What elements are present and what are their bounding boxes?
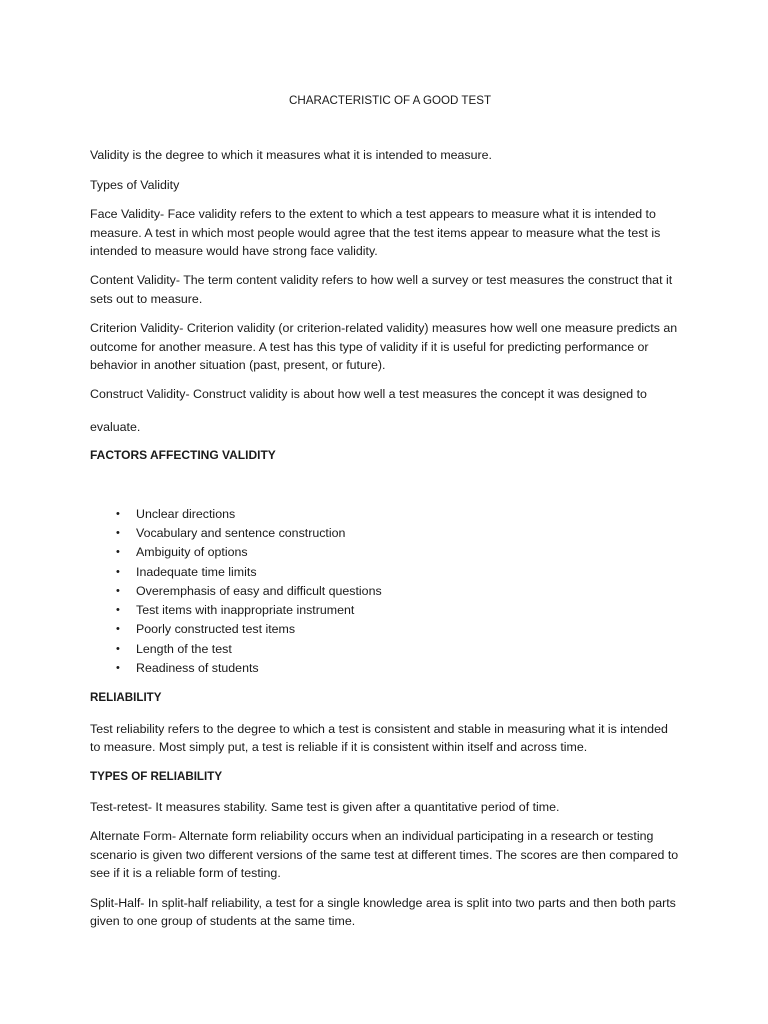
content-validity-paragraph: Content Validity- The term content validity refers to how well a survey or test measures the construct that it sets out to measure. (90, 273, 673, 306)
factor-label: Ambiguity of options (136, 545, 248, 560)
factor-label: Length of the test (136, 641, 232, 656)
document-title: CHARACTERISTIC OF A GOOD TEST (288, 94, 492, 107)
bullet-icon: • (116, 507, 120, 520)
split-half-paragraph: Split-Half- In split-half reliability, a test for a single knowledge area is split into two parts and then both parts given to one group of students at the same time. (90, 895, 676, 929)
bullet-icon: • (116, 584, 120, 597)
criterion-validity-paragraph: Criterion Validity- Criterion validity (or criterion-related validity) measures how well one measure predicts an outcome for another measure. A test has this type of validity if it is useful for predicting performance or behavior in another situation (past, present, or future). (90, 321, 678, 373)
factors-affecting-validity-heading: FACTORS AFFECTING VALIDITY (90, 448, 276, 463)
factor-label: Overemphasis of easy and difficult questions (136, 583, 382, 598)
bullet-icon: • (116, 526, 120, 539)
bullet-icon: • (116, 604, 120, 617)
bullet-icon: • (116, 565, 120, 578)
bullet-icon: • (116, 662, 120, 675)
document-page (90, 92, 680, 941)
alternate-form-paragraph: Alternate Form- Alternate form reliability occurs when an individual participating in a research or testing scenario is given two different versions of the same test at different times. The scores are then compared to see if it is a reliable form of testing. (90, 829, 679, 881)
reliability-heading: RELIABILITY (90, 691, 162, 705)
face-validity-paragraph: Face Validity- Face validity refers to the extent to which a test appears to measure what it is intended to measure. A test in which most people would agree that the test items appear to measure what the test is intended to measure would have strong face validity. (90, 207, 661, 259)
list-item (116, 505, 680, 524)
factor-label: Inadequate time limits (136, 564, 257, 579)
factor-label: Unclear directions (136, 506, 236, 521)
factor-label: Test items with inappropriate instrument (136, 603, 355, 618)
list-item (116, 640, 680, 659)
list-item (116, 543, 680, 562)
bullet-icon: • (116, 642, 120, 655)
reliability-paragraph: Test reliability refers to the degree to which a test is consistent and stable in measuring what it is intended to measure. Most simply put, a test is reliable if it is consistent within itself and across time. (90, 721, 668, 755)
bullet-icon: • (116, 623, 120, 636)
factor-label: Readiness of students (136, 661, 259, 676)
list-item (116, 563, 680, 582)
list-item (116, 601, 680, 620)
construct-validity-continuation: evaluate. (90, 419, 141, 434)
list-item (116, 582, 680, 601)
bullet-icon: • (116, 546, 120, 559)
list-item (116, 524, 680, 543)
construct-validity-paragraph: Construct Validity- Construct validity is about how well a test measures the concept it was designed to (90, 387, 647, 402)
list-item (116, 659, 680, 678)
validity-intro: Validity is the degree to which it measures what it is intended to measure. (90, 148, 492, 163)
factors-list (90, 505, 680, 679)
test-retest-paragraph: Test-retest- It measures stability. Same test is given after a quantitative period of time. (90, 799, 560, 814)
list-item (116, 620, 680, 639)
factor-label: Poorly constructed test items (136, 622, 296, 637)
types-of-reliability-heading: TYPES OF RELIABILITY (90, 769, 223, 783)
types-of-validity-label: Types of Validity (90, 177, 180, 192)
factor-label: Vocabulary and sentence construction (136, 525, 346, 540)
